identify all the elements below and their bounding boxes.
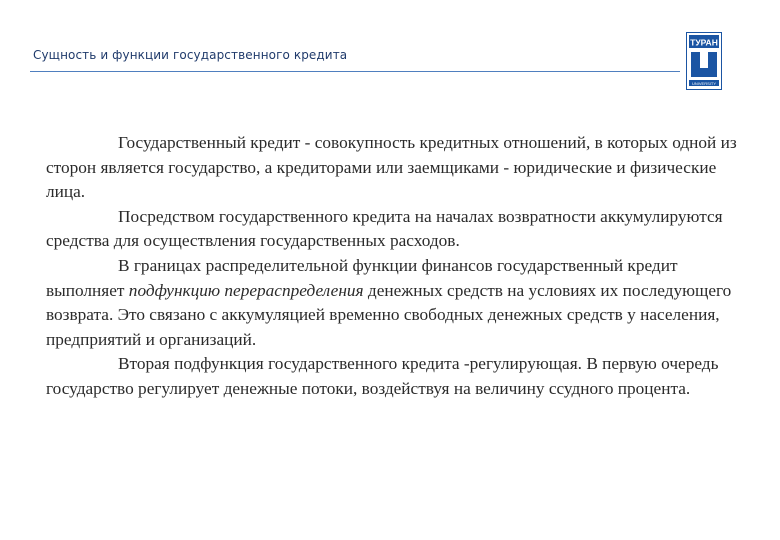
logo-text: ТУРАН	[690, 37, 718, 48]
redistribution-text-start: В границах распределительной функции финансов государственный кредит выполняет	[46, 255, 678, 300]
slide-title: Сущность и функции государственного кредита	[33, 48, 348, 62]
redistribution-text-end: денежных средств на условиях их последующего возврата. Это связано с аккумуляцией временно свободных денежных средств у населения, предприятий и организаций.	[46, 280, 732, 349]
redistribution-term: подфункцию перераспределения	[128, 280, 364, 300]
regulating-paragraph: Вторая подфункция государственного кредита -регулирующая. В первую очередь государство регулирует денежные потоки, воздействуя на величину ссудного процента.	[46, 354, 719, 398]
slide-body	[46, 131, 746, 402]
redistribution-paragraph	[46, 254, 746, 352]
accumulation-paragraph: Посредством государственного кредита на началах возвратности аккумулируются средства для осуществления государственных расходов.	[46, 206, 723, 251]
title-divider	[30, 71, 680, 72]
university-logo	[686, 32, 722, 90]
definition-paragraph: Государственный кредит - совокупность кредитных отношений, в которых одной из сторон является государство, а кредиторами или заемщиками - юридические и физические лица.	[46, 133, 737, 202]
logo-subtext: UNIVERSITY	[691, 80, 717, 86]
